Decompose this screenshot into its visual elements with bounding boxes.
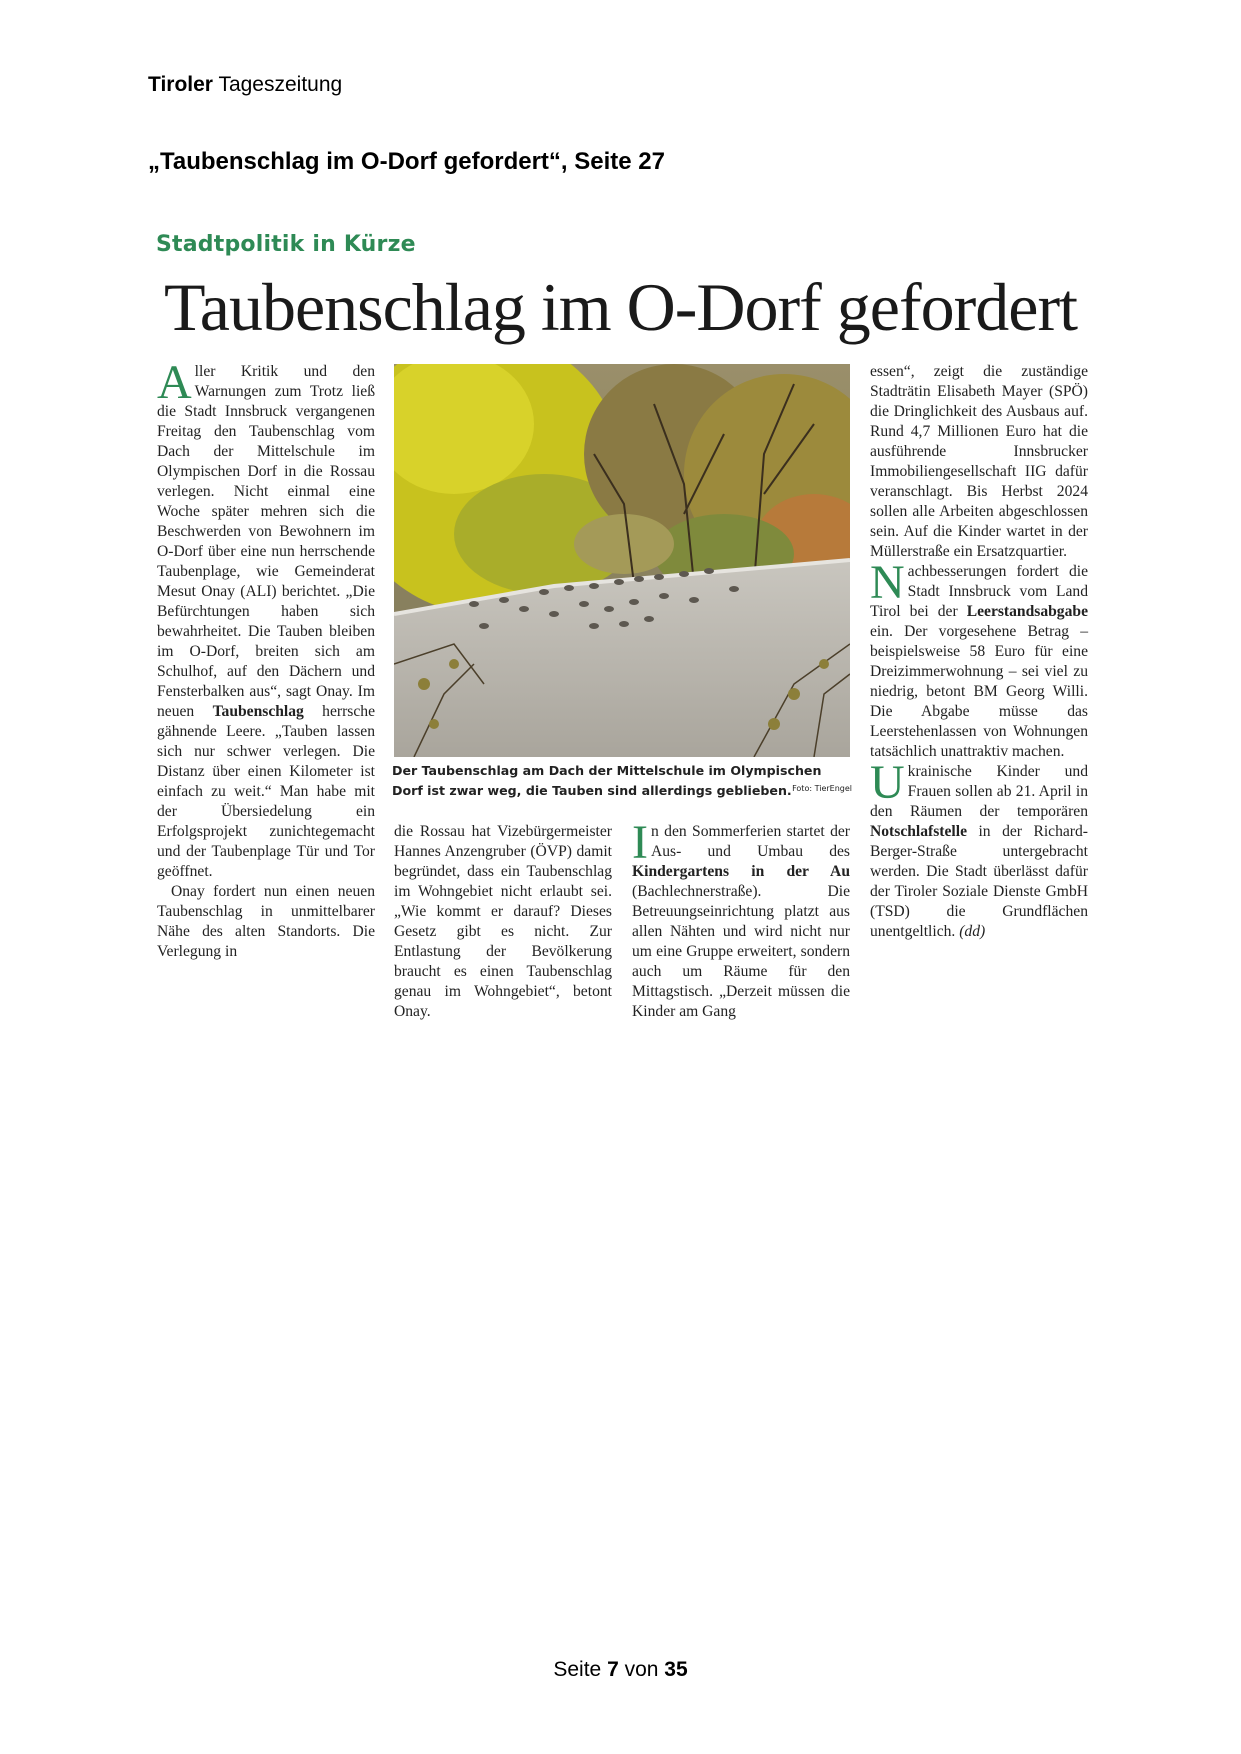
paragraph-bold-text: Kindergartens in der Au <box>632 863 850 880</box>
column-4-paragraph-3 <box>870 756 1088 942</box>
article-column-2 <box>394 822 612 1022</box>
publication-name-bold: Tiroler <box>148 73 213 96</box>
article-photo <box>394 364 850 757</box>
footer-prefix: Seite <box>553 1658 608 1681</box>
paragraph-bold-text: Taubenschlag <box>212 703 304 720</box>
column-4-paragraph-2 <box>870 556 1088 762</box>
dropcap-letter: I <box>632 816 648 869</box>
paragraph-text: krainische Kinder und Frauen sollen ab 21. April in den Räumen der temporären <box>870 763 1088 820</box>
dropcap-letter: U <box>870 756 905 809</box>
current-page: 7 <box>607 1658 619 1681</box>
paragraph-bold-text: Notschlafstelle <box>870 823 968 840</box>
article-column-1 <box>157 356 375 962</box>
paragraph-text: ller Kritik und den Warnungen zum Trotz ließ die Stadt Innsbruck vergangenen Freitag den Taubenschlag vom Dach der Mittelschule im Olympischen Dorf in die Rossau verlegen. Nicht einmal eine Woche später mehren sich die Beschwerden von Bewohnern im O-Dorf über eine nun herrschende Taubenplage, wie Gemeinderat Mesut Onay (ALI) berichtet. „Die Befürchtungen haben sich bewahrheitet. Die Tauben bleiben im O-Dorf, breiten sich am Schulhof, auf den Dächern und Fensterbalken aus“, sagt Onay. Im neuen <box>157 363 375 720</box>
column-1-paragraph-2: Onay fordert nun einen neuen Taubenschlag in unmittelbarer Nähe des alten Standorts. Die Verlegung in <box>157 883 375 960</box>
paragraph-text: in der Richard-Berger-Straße untergebracht werden. Die Stadt überlässt dafür der Tiroler Soziale Dienste GmbH (TSD) die Grundflächen unentgeltlich. <box>870 823 1088 940</box>
paragraph-text: ein. Der vorgesehene Betrag – beispielsweise 58 Euro für eine Dreizimmerwohnung – sei viel zu niedrig, betont BM Georg Willi. Die Abgabe müsse das Leerstehenlassen von Wohnungen tatsächlich unattraktiv machen. <box>870 623 1088 760</box>
photo-credit: Foto: TierEngel <box>792 784 852 793</box>
article-headline: Taubenschlag im O-Dorf gefordert <box>164 269 1077 345</box>
paragraph-text: (Bachlechnerstraße). Die Betreuungseinrichtung platzt aus allen Nähten und wird nicht nur um eine Gruppe erweitert, sondern auch um Räume für den Mittagstisch. „Derzeit müssen die Kinder am Gang <box>632 883 850 1020</box>
paragraph-text: n den Sommerferien startet der Aus- und Umbau des <box>650 823 850 860</box>
page-number-footer <box>0 1658 1241 1682</box>
publication-name-rest: Tageszeitung <box>218 73 343 96</box>
column-3-paragraph-1 <box>632 816 850 1022</box>
photo-caption <box>392 761 852 801</box>
photo-caption-text: Der Taubenschlag am Dach der Mittelschule im Olympischen Dorf ist zwar weg, die Tauben sind allerdings geblieben. <box>392 763 822 798</box>
pigeons-on-roof-photo <box>394 364 850 757</box>
paragraph-text: herrsche gähnende Leere. „Tauben lassen sich nur schwer verlegen. Die Distanz über einen Kilometer ist einfach zu weit.“ Man habe mit der Übersiedelung ein Erfolgsprojekt zunichtegemacht und der Taubenplage Tür und Tor geöffnet. <box>157 703 375 880</box>
author-signature: (dd) <box>959 923 986 940</box>
column-4-paragraph-1: essen“, zeigt die zuständige Stadträtin Elisabeth Mayer (SPÖ) die Dringlichkeit des Ausbaus auf. Rund 4,7 Millionen Euro hat die ausführende Innsbrucker Immobiliengesellschaft IIG dafür veranschlagt. Bis Herbst 2024 sollen alle Arbeiten abgeschlossen sein. Auf die Kinder wartet in der Müllerstraße ein Ersatzquartier. <box>870 363 1088 560</box>
dropcap-letter: N <box>870 556 905 609</box>
paragraph-text: achbesserungen fordert die Stadt Innsbruck vom Land Tirol bei der <box>870 563 1088 620</box>
column-1-paragraph-1 <box>157 356 375 882</box>
total-pages: 35 <box>664 1658 688 1681</box>
article-column-3 <box>632 816 850 1022</box>
article-column-4 <box>870 362 1088 942</box>
footer-middle: von <box>618 1658 665 1681</box>
article-kicker: Stadtpolitik in Kürze <box>156 232 416 257</box>
paragraph-bold-text: Leerstandsabgabe <box>966 603 1088 620</box>
document-title: „Taubenschlag im O-Dorf gefordert“, Seite 27 <box>148 148 665 175</box>
dropcap-letter: A <box>157 356 192 409</box>
column-2-paragraph-1: die Rossau hat Vizebürgermeister Hannes Anzengruber (ÖVP) damit begründet, dass ein Taubenschlag im Wohngebiet nicht erlaubt sei. „Wie kommt er darauf? Dieses Gesetz gibt es nicht. Zur Entlastung der Bevölkerung braucht es einen Taubenschlag genau im Wohngebiet“, betont Onay. <box>394 823 612 1020</box>
publication-name <box>148 73 342 97</box>
